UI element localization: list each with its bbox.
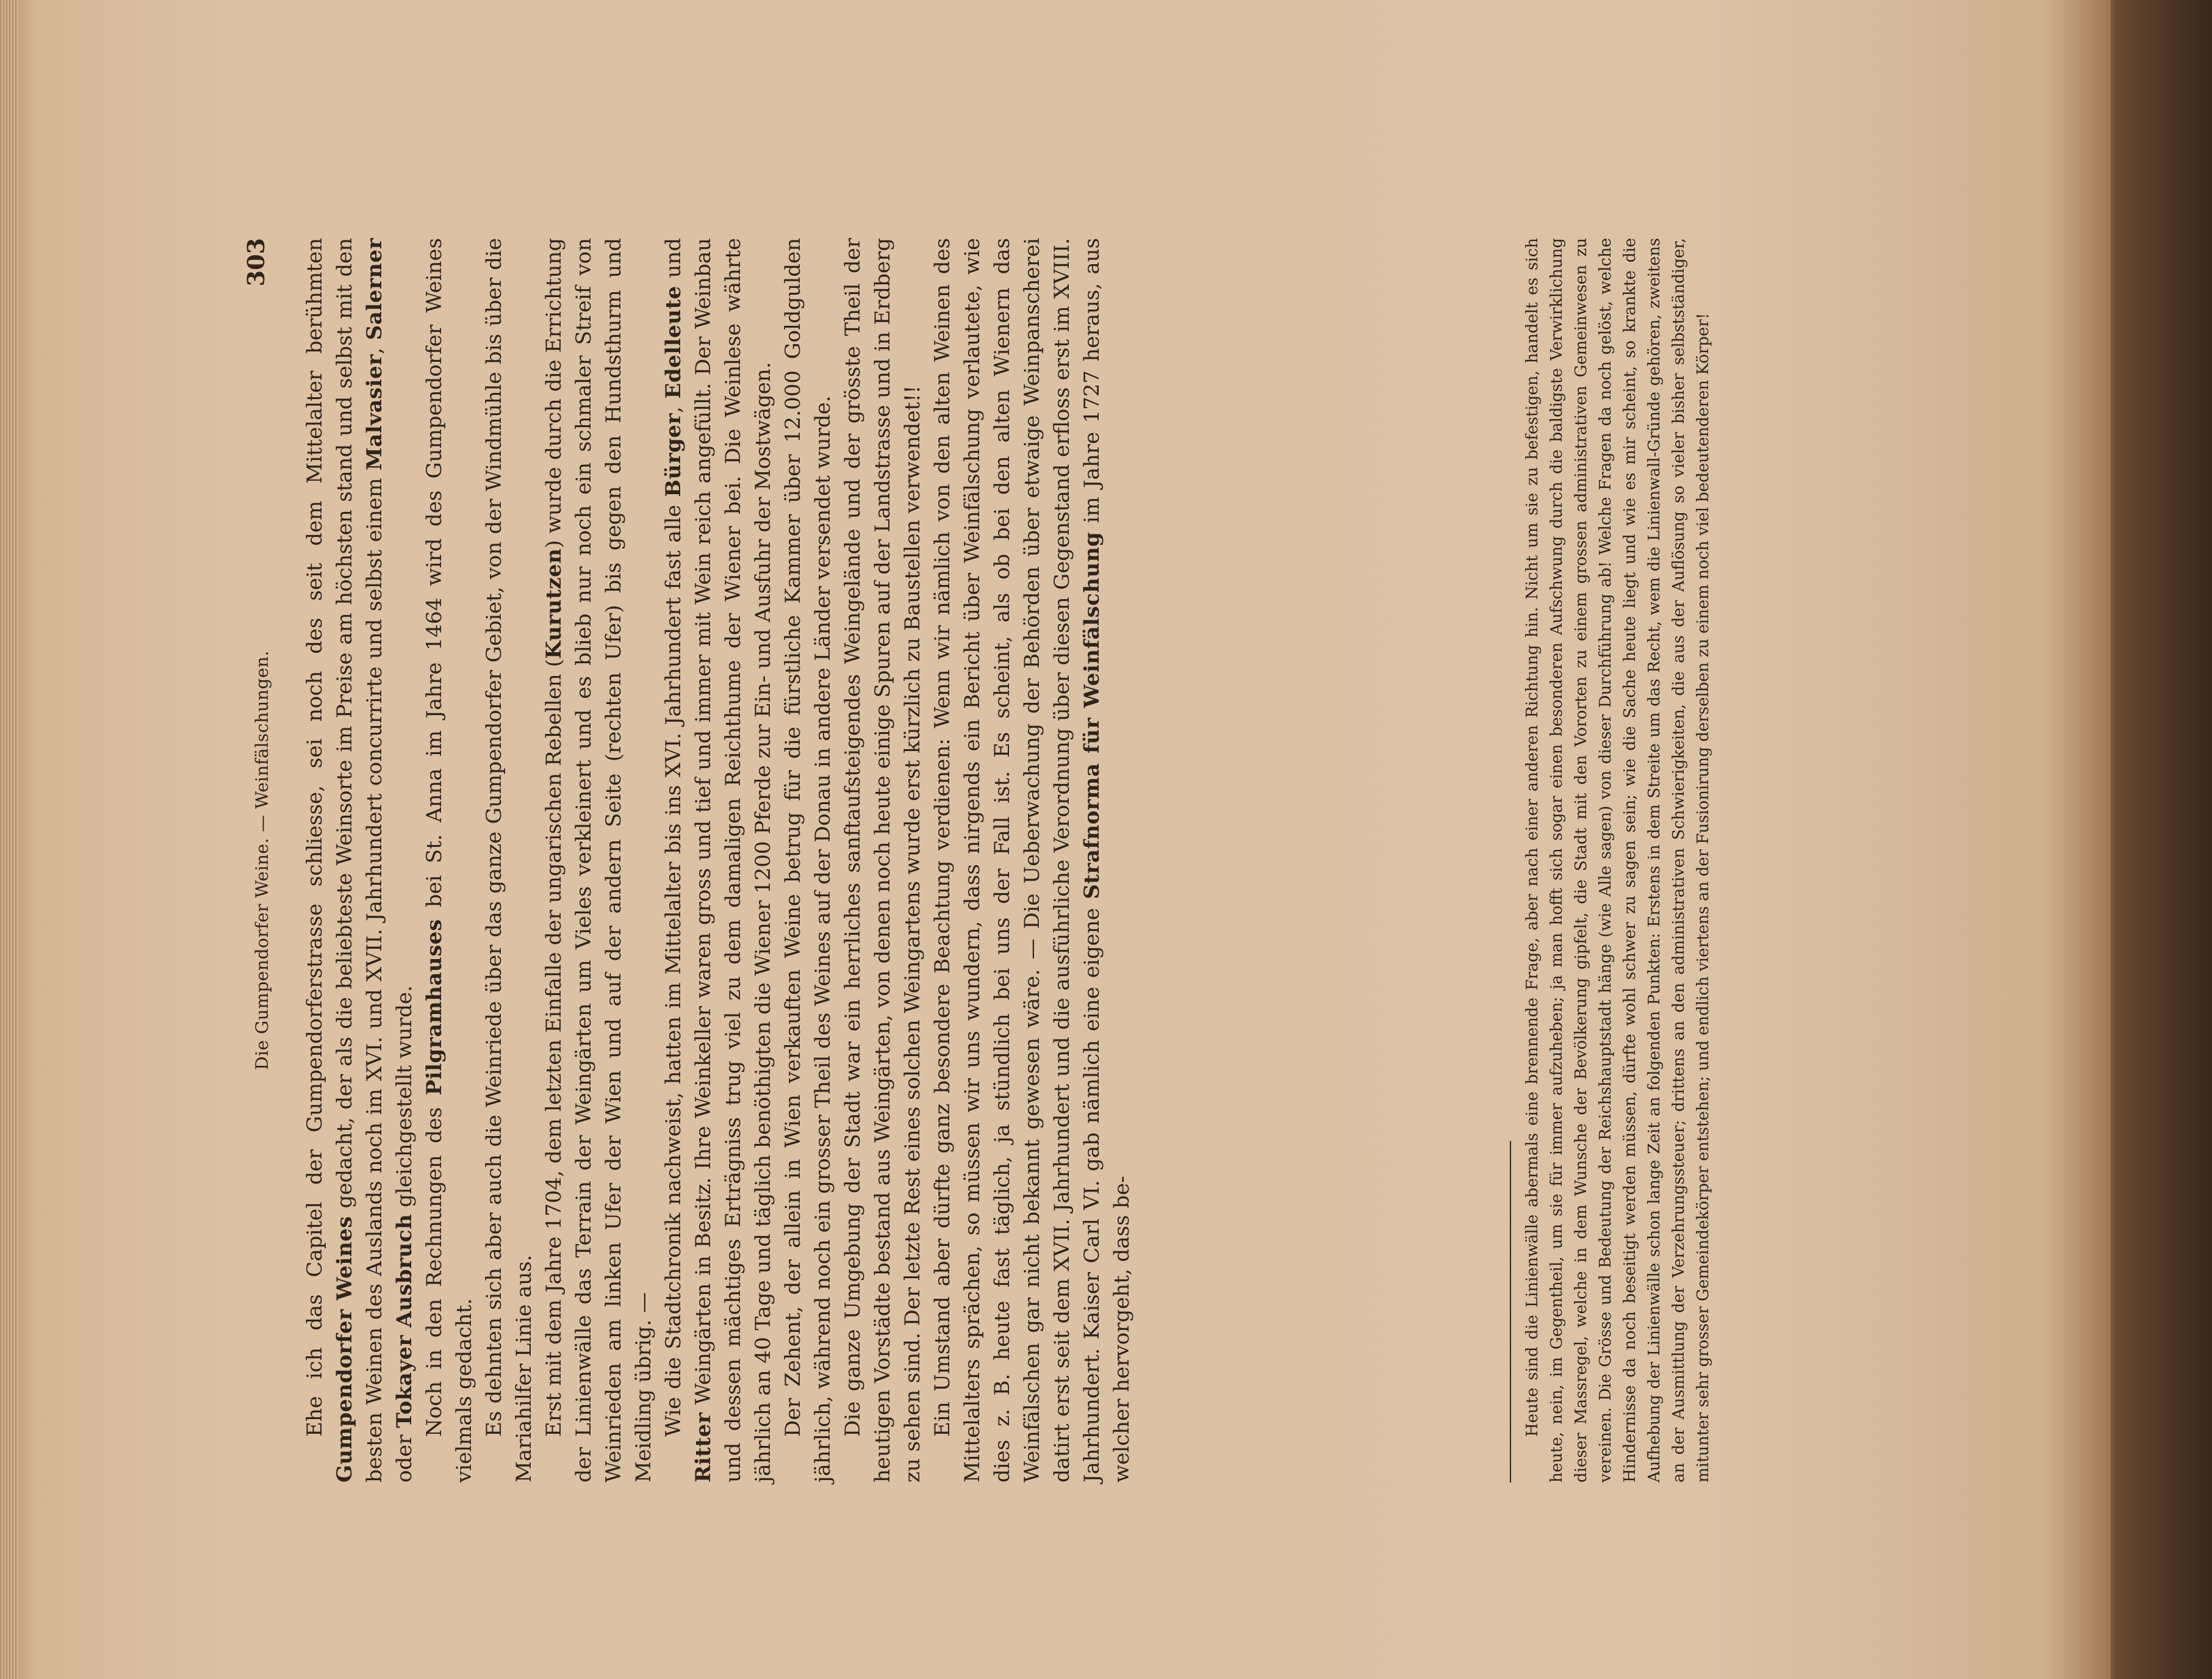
main-text — [300, 238, 1137, 1483]
text-run: im Jahre 1727 heraus, aus welcher hervorgeht, dass be- — [1080, 238, 1134, 1483]
page-number: 303 — [242, 238, 270, 287]
emphasized-term: Edelleute — [661, 286, 686, 399]
running-head-title: Die Gumpendorfer Weine. — Weinfälschungen. — [252, 650, 272, 1070]
paragraph — [420, 238, 479, 1483]
paragraph — [778, 238, 838, 1483]
text-run: Wie die Stadtchronik nachweist, hatten im Mittelalter bis ins XVI. Jahrhundert fast alle — [661, 497, 686, 1437]
text-run: Es dehnten sich aber auch die Weinriede über das ganze Gumpendorfer Gebiet, von der Windmühle bis über die Mariahilfer Linie aus. — [482, 238, 536, 1483]
text-run: Erst mit dem Jahre 1704, dem letzten Einfalle der ungarischen Rebellen ( — [542, 659, 566, 1437]
text-run: ) wurde durch die Errichtung der Linienwälle das Terrain der Weingärten um Vieles verkleinert und es blieb nur noch ein schmaler Streif von Weinrieden am linken Ufer der Wien und auf der andern Seite (rechten Ufer) bis gegen den Hundsthurm und Meidling übrig. — — [542, 237, 656, 1483]
emphasized-term: Bürger — [661, 413, 686, 497]
book-spine — [2114, 0, 2212, 1679]
paragraph — [928, 238, 1137, 1483]
text-run: Weingärten in Besitz. Ihre Weinkeller waren gross und tief und immer mit Wein reich angefüllt. Der Weinbau und dessen mächtiges Erträgniss trug viel zu dem damaligen Reichthume der Wiener bei. Die Weinlese währte jährlich an 40 Tage und täglich benöthigten die Wiener 1200 Pferde zur Ein- und Ausfuhr der Mostwägen. — [691, 238, 775, 1483]
paragraph — [300, 238, 420, 1483]
text-run: Noch in den Rechnungen des — [422, 1095, 447, 1437]
emphasized-term: Pilgramhauses — [422, 919, 447, 1096]
emphasized-term: Salerner — [362, 238, 387, 340]
footnote-text: Heute sind die Linienwälle abermals eine brennende Frage, aber nach einer anderen Richtung hin. Nicht um sie zu befestigen, handelt es sich heute, nein, im Gegentheil, um sie für immer aufzuheben; ja man hofft sich sogar einen besonderen Aufschwung durch die baldigste Verwirklichung dieser Massregel, welche in dem Wunsche der Bevölkerung gipfelt, die Stadt mit den Vororten zu einem grossen administrativen Gemeinwesen zu vereinen. Die Grösse und Bedeutung der Reichshauptstadt hänge (wie Alle sagen) von dieser Durchführung ab! Welche Fragen da noch gelöst, welche Hindernisse da noch beseitigt werden müssen, dürfte wohl schwer zu sagen sein; wie die Sache heute liegt und wie es mir scheint, so krankte die Aufhebung der Linienwälle schon lange Zeit an folgenden Punkten: Erstens in dem Streite um das Recht, wem die Linienwall-Gründe gehören, zweitens an der Ausmittlung der Verzehrungssteuer; drittens an den administrativen Schwierigkeiten, die aus der Auflösung so vieler bisher selbstständiger, mitunter sehr grosser Gemeindekörper entstehen; und endlich viertens an der Fusionirung derselben zu einem noch viel bedeutenderen Körper! — [1523, 238, 1712, 1483]
emphasized-term: Ritter — [691, 1412, 716, 1483]
paragraph — [659, 238, 778, 1483]
page-stack-edge — [0, 0, 18, 1679]
text-run: , — [661, 398, 686, 414]
text-run: gedacht, der als die beliebteste Weinsorte im Preise am höchsten stand und selbst mit den besten Weinen des Auslands noch im XVI. und XVII. Jahrhundert concurrirte und selbst einem — [332, 238, 387, 1483]
paragraph — [838, 238, 928, 1483]
emphasized-term: Gumpendorfer Weines — [332, 1216, 357, 1483]
text-run: oder — [392, 1428, 417, 1483]
text-run: Ein Umstand aber dürfte ganz besondere Beachtung verdienen: Wenn wir nämlich von den alten Weinen des Mittelalters sprächen, so müssen wir uns wundern, dass nirgends ein Bericht über Weinfälschung verlautete, wie dies z. B. heute fast täglich, ja stündlich bei uns der Fall ist. Es scheint, als ob bei den alten Wienern das Weinfälschen gar nicht bekannt gewesen wäre. — Die Ueberwachung der Behörden über etwaige Weinpanscherei datirt erst seit dem XVII. Jahrhundert und die ausführliche Verordnung über diesen Gegenstand erfloss erst im XVIII. Jahrhundert. Kaiser Carl VI. gab nämlich eine eigene — [930, 238, 1104, 1483]
text-run: Ehe ich das Capitel der Gumpendorferstrasse schliesse, sei noch des seit dem Mittelalter berühmten — [303, 238, 327, 1437]
emphasized-term: Malvasier — [362, 354, 387, 470]
text-run: bei St. Anna im Jahre 1464 wird des Gumpendorfer Weines vielmals gedacht. — [422, 238, 476, 1483]
text-run: und — [661, 238, 686, 286]
running-head — [244, 238, 281, 1483]
paragraph — [539, 238, 659, 1483]
emphasized-term: Kurutzen — [542, 548, 566, 660]
text-run: Die ganze Umgebung der Stadt war ein herrliches sanftaufsteigendes Weingelände und der grösste Theil der heutigen Vorstädte bestand aus Weingärten, von denen noch heute einige Spuren auf der Landstrasse und in Erdberg zu sehen sind. Der letzte Rest eines solchen Weingartens wurde erst kürzlich zu Baustellen verwendet!! — [841, 238, 925, 1483]
text-run: Der Zehent, der allein in Wien verkauften Weine betrug für die fürstliche Kammer über 12.000 Goldgulden jährlich, während noch ein grosser Theil des Weines auf der Donau in andere Länder versendet wurde. — [781, 238, 835, 1483]
text-run: gleichgestellt wurde. — [392, 985, 417, 1214]
emphasized-term: Strafnorma für Weinfälschung — [1080, 531, 1104, 899]
book-page — [244, 238, 1842, 1483]
text-run: , — [362, 340, 387, 354]
footnote-rule — [1510, 1141, 1511, 1483]
emphasized-term: Tokayer Ausbruch — [392, 1213, 417, 1428]
footnote — [1520, 238, 1715, 1483]
paragraph — [479, 238, 539, 1483]
